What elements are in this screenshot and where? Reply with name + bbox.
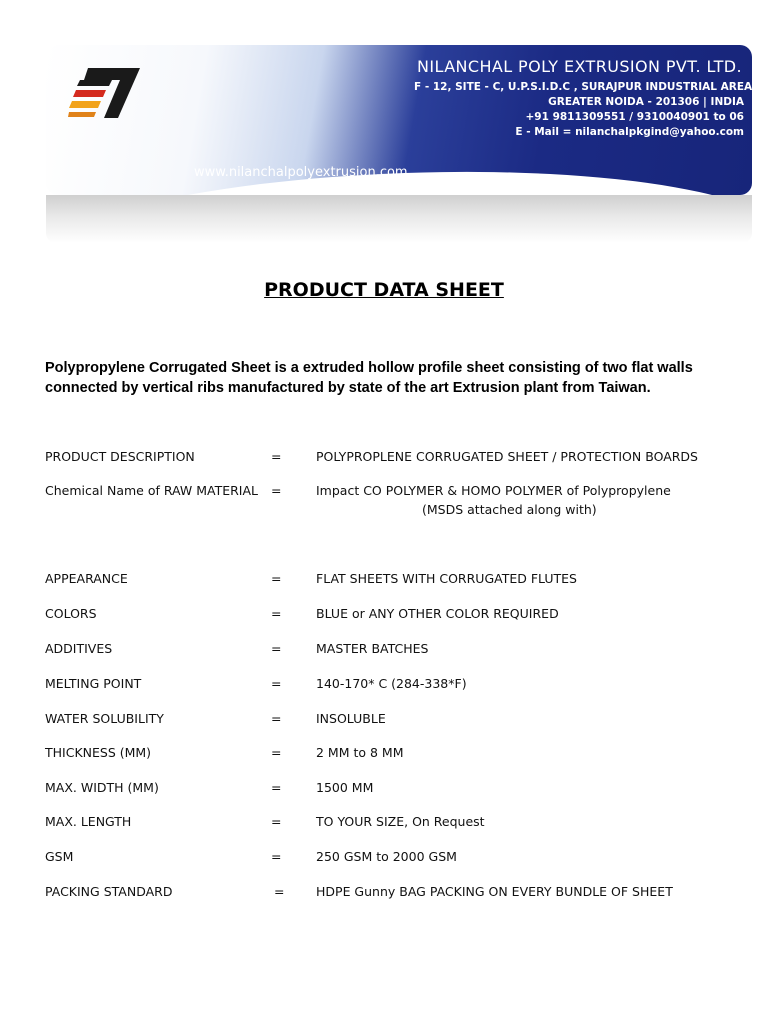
spec-value: FLAT SHEETS WITH CORRUGATED FLUTES <box>316 571 577 586</box>
spec-value: HDPE Gunny BAG PACKING ON EVERY BUNDLE OF SHEET <box>316 884 673 899</box>
spec-label: APPEARANCE <box>45 571 128 586</box>
spec-label: PRODUCT DESCRIPTION <box>45 449 195 464</box>
spec-row <box>45 814 745 834</box>
spec-equals: = <box>271 711 282 726</box>
spec-equals: = <box>271 483 282 498</box>
spec-row <box>45 676 745 696</box>
spec-value: MASTER BATCHES <box>316 641 429 656</box>
page-title: PRODUCT DATA SHEET <box>264 279 504 301</box>
spec-row <box>45 780 745 800</box>
spec-equals: = <box>271 571 282 586</box>
spec-label: MAX. LENGTH <box>45 814 132 829</box>
spec-equals: = <box>271 641 282 656</box>
spec-value: Impact CO POLYMER & HOMO POLYMER of Polypropylene <box>316 483 671 498</box>
spec-value: 1500 MM <box>316 780 374 795</box>
spec-label: Chemical Name of RAW MATERIAL <box>45 483 259 498</box>
spec-label: MELTING POINT <box>45 676 142 691</box>
spec-value: TO YOUR SIZE, On Request <box>316 814 485 829</box>
intro-paragraph: Polypropylene Corrugated Sheet is a extruded hollow profile sheet consisting of two flat walls connected by vertical ribs manufactured by state of the art Extrusion plant from Taiwan. <box>45 360 693 396</box>
spec-note: (MSDS attached along with) <box>422 502 597 517</box>
company-address-line1: F - 12, SITE - C, U.P.S.I.D.C , SURAJPUR INDUSTRIAL AREA <box>414 81 753 93</box>
spec-row <box>45 884 745 904</box>
spec-value: BLUE or ANY OTHER COLOR REQUIRED <box>316 606 559 621</box>
spec-equals: = <box>274 884 285 899</box>
spec-equals: = <box>271 606 282 621</box>
spec-value: POLYPROPLENE CORRUGATED SHEET / PROTECTION BOARDS <box>316 449 698 464</box>
banner-shadow <box>46 195 752 243</box>
spec-row <box>45 571 745 591</box>
spec-label: GSM <box>45 849 74 864</box>
spec-value: 140-170* C (284-338*F) <box>316 676 467 691</box>
spec-label: ADDITIVES <box>45 641 113 656</box>
spec-row <box>45 641 745 661</box>
spec-label: MAX. WIDTH (MM) <box>45 780 159 795</box>
spec-equals: = <box>271 449 282 464</box>
company-address-line2: GREATER NOIDA - 201306 | INDIA <box>548 96 744 108</box>
spec-equals: = <box>271 849 282 864</box>
spec-row <box>45 849 745 869</box>
spec-value: 2 MM to 8 MM <box>316 745 404 760</box>
company-email: E - Mail = nilanchalpkgind@yahoo.com <box>515 126 744 138</box>
spec-equals: = <box>271 780 282 795</box>
spec-row <box>45 711 745 731</box>
spec-equals: = <box>271 676 282 691</box>
company-logo-icon <box>68 66 148 122</box>
spec-label: WATER SOLUBILITY <box>45 711 164 726</box>
spec-equals: = <box>271 814 282 829</box>
spec-row <box>45 449 745 469</box>
company-name: NILANCHAL POLY EXTRUSION PVT. LTD. <box>417 57 742 76</box>
company-website-link[interactable]: www.nilanchalpolyextrusion.com <box>194 165 408 180</box>
company-phone: +91 9811309551 / 9310040901 to 06 <box>525 111 744 123</box>
spec-value: 250 GSM to 2000 GSM <box>316 849 457 864</box>
spec-label: THICKNESS (MM) <box>45 745 152 760</box>
spec-row <box>45 483 745 523</box>
spec-row <box>45 606 745 626</box>
spec-label: PACKING STANDARD <box>45 884 173 899</box>
spec-row <box>45 745 745 765</box>
spec-equals: = <box>271 745 282 760</box>
spec-label: COLORS <box>45 606 97 621</box>
spec-value: INSOLUBLE <box>316 711 386 726</box>
